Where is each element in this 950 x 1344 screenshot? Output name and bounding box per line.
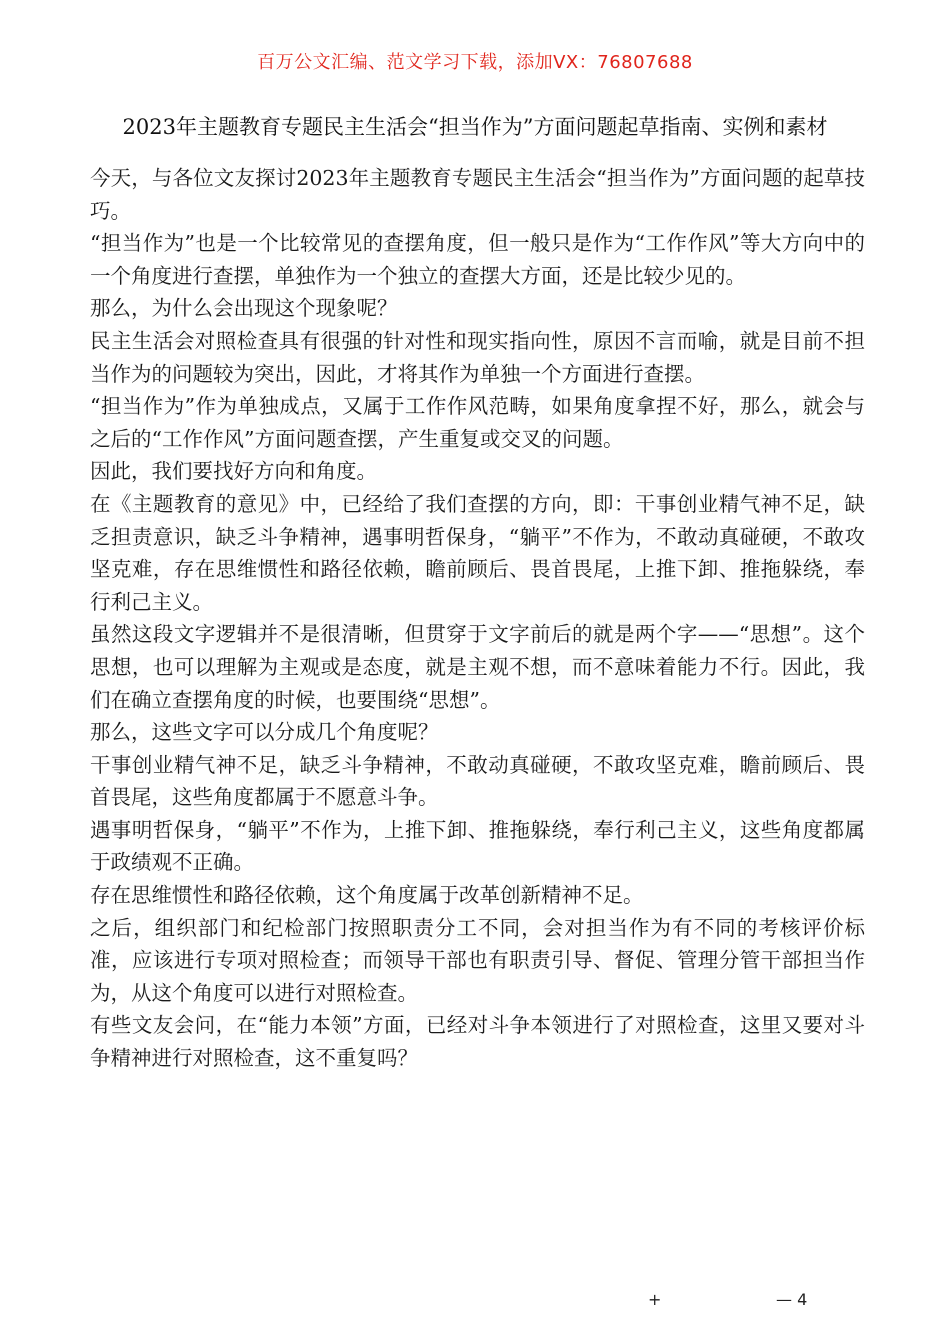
paragraph: 存在思维惯性和路径依赖，这个角度属于改革创新精神不足。 (90, 883, 644, 908)
paragraph: 在《主题教育的意见》中，已经给了我们查摆的方向，即：干事创业精气神不足，缺乏担责意识，缺乏斗争精神，遇事明哲保身，“躺平”不作为，不敢动真碰硬，不敢攻坚克难，存在思维惯性和路径依赖，瞻前顾后、畏首畏尾，上推下卸、推拖躲绕，奉行利己主义。 (90, 491, 865, 614)
paragraph: “担当作为”也是一个比较常见的查摆角度，但一般只是作为“工作作风”等大方向中的一个角度进行查摆，单独作为一个独立的查摆大方面，还是比较少见的。 (90, 231, 865, 288)
paragraph: 今天，与各位文友探讨2023年主题教育专题民主生活会“担当作为”方面问题的起草技巧。 (90, 166, 865, 223)
paragraph: 那么，为什么会出现这个现象呢？ (90, 296, 398, 321)
paragraph: 虽然这段文字逻辑并不是很清晰，但贯穿于文字前后的就是两个字——“思想”。这个思想，也可以理解为主观或是态度，就是主观不想，而不意味着能力不行。因此，我们在确立查摆角度的时候，也要围绕“思想”。 (90, 622, 865, 712)
document-title: 2023年主题教育专题民主生活会“担当作为”方面问题起草指南、实例和素材 (122, 115, 828, 139)
paragraph: 因此，我们要找好方向和角度。 (90, 459, 377, 484)
paragraph: 遇事明哲保身，“躺平”不作为，上推下卸、推拖躲绕，奉行利己主义，这些角度都属于政绩观不正确。 (90, 817, 865, 875)
paragraph: 之后，组织部门和纪检部门按照职责分工不同，会对担当作为有不同的考核评价标准，应该进行专项对照检查；而领导干部也有职责引导、督促、管理分管干部担当作为，从这个角度可以进行对照检查。 (90, 915, 865, 1005)
paragraph: 民主生活会对照检查具有很强的针对性和现实指向性，原因不言而喻，就是目前不担当作为的问题较为突出，因此，才将其作为单独一个方面进行查摆。 (90, 328, 865, 386)
document-body (90, 162, 865, 1075)
paragraph: 有些文友会问，在“能力本领”方面，已经对斗争本领进行了对照检查，这里又要对斗争精神进行对照检查，这不重复吗？ (90, 1013, 865, 1071)
footer-mark-left: + (648, 1290, 662, 1309)
page-footer (0, 1290, 950, 1320)
paragraph: 那么，这些文字可以分成几个角度呢？ (90, 720, 439, 745)
promo-banner: 百万公文汇编、范文学习下载，添加VX：76807688 (257, 52, 693, 73)
page-number: — 4 (776, 1290, 808, 1309)
paragraph: “担当作为”作为单独成点，又属于工作作风范畴，如果角度拿捏不好，那么，就会与之后的“工作作风”方面问题查摆，产生重复或交叉的问题。 (90, 394, 865, 451)
paragraph: 干事创业精气神不足，缺乏斗争精神，不敢动真碰硬，不敢攻坚克难，瞻前顾后、畏首畏尾，这些角度都属于不愿意斗争。 (90, 752, 865, 810)
